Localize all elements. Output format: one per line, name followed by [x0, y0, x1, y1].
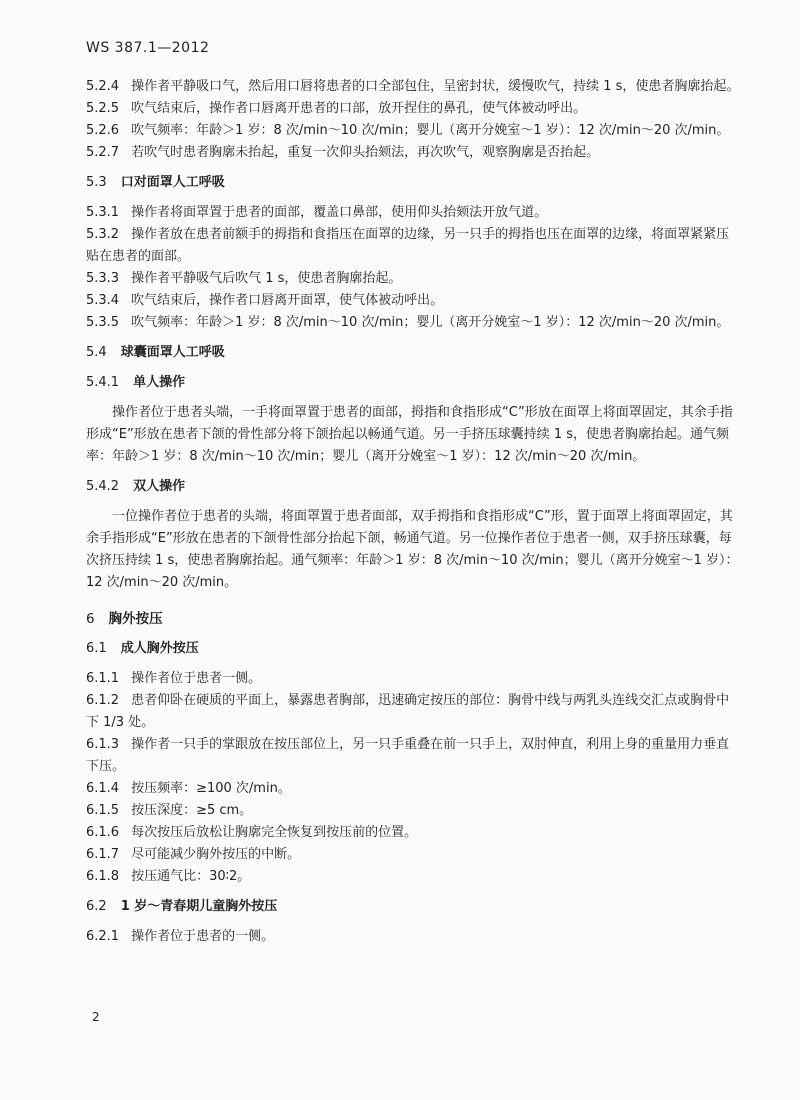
clause-number: 5.2.6 — [86, 123, 120, 138]
clause-number: 6.1.2 — [86, 693, 120, 708]
section-heading — [86, 172, 740, 194]
clause-text: 若吹气时患者胸廓未抬起，重复一次仰头抬颏法，再次吹气，观察胸廓是否抬起。 — [131, 145, 600, 160]
section-heading — [86, 896, 740, 918]
clause-number: 5.3.3 — [86, 271, 120, 286]
section-heading — [86, 476, 740, 498]
heading-text: 单人操作 — [133, 375, 186, 390]
paragraph: 操作者位于患者头端，一手将面罩置于患者的面部，拇指和食指形成“C”形放在面罩上将面罩固定，其余手指形成“E”形放在患者下颌的骨性部分将下颌抬起以畅通气道。另一手挤压球囊持续 1 s，使患者胸廓抬起。通气频率：年龄＞1 岁：8 次/min～10 次/min；婴儿（离开分娩室～1 岁）：12 次/min～20 次/min。 — [86, 405, 733, 464]
heading-text: 球囊面罩人工呼吸 — [120, 345, 225, 360]
heading-text: 胸外按压 — [108, 611, 163, 627]
standard-code: WS 387.1—2012 — [86, 40, 210, 56]
clause-text: 吹气频率：年龄＞1 岁：8 次/min～10 次/min；婴儿（离开分娩室～1 岁）：12 次/min～20 次/min。 — [131, 123, 730, 138]
clause — [86, 120, 740, 142]
clause-number: 6.1.3 — [86, 737, 120, 752]
heading-text: 成人胸外按压 — [120, 641, 199, 656]
clause-text: 按压通气比：30∶2。 — [131, 869, 251, 884]
heading-number: 5.4 — [86, 345, 107, 360]
document-body — [86, 76, 740, 948]
clause-text: 操作者位于患者一侧。 — [131, 671, 262, 686]
heading-number: 6 — [86, 611, 95, 627]
clause-text: 按压深度：≥5 cm。 — [131, 803, 253, 818]
clause-text: 操作者平静吸气后吹气 1 s，使患者胸廓抬起。 — [131, 271, 402, 286]
clause-number: 6.1.5 — [86, 803, 120, 818]
clause-text: 按压频率：≥100 次/min。 — [131, 781, 291, 796]
heading-text: 1 岁～青春期儿童胸外按压 — [120, 899, 278, 914]
clause — [86, 844, 740, 866]
clause-text: 吹气频率：年龄＞1 岁：8 次/min～10 次/min；婴儿（离开分娩室～1 岁）：12 次/min～20 次/min。 — [131, 315, 730, 330]
heading-number: 5.3 — [86, 175, 107, 190]
clause — [86, 822, 740, 844]
clause — [86, 734, 740, 778]
section-heading — [86, 638, 740, 660]
clause-number: 6.2.1 — [86, 929, 120, 944]
clause — [86, 866, 740, 888]
clause — [86, 312, 740, 334]
clause — [86, 800, 740, 822]
clause-number: 5.3.4 — [86, 293, 120, 308]
clause — [86, 224, 740, 268]
clause-text: 患者仰卧在硬质的平面上，暴露患者胸部，迅速确定按压的部位：胸骨中线与两乳头连线交汇点或胸骨中下 1/3 处。 — [86, 693, 730, 730]
clause-number: 6.1.1 — [86, 671, 120, 686]
clause — [86, 926, 740, 948]
section-heading — [86, 372, 740, 394]
heading-number: 6.2 — [86, 899, 107, 914]
clause-number: 5.2.4 — [86, 79, 120, 94]
heading-number: 5.4.1 — [86, 375, 120, 390]
clause — [86, 76, 740, 98]
clause-text: 操作者平静吸口气，然后用口唇将患者的口全部包住，呈密封状，缓慢吹气，持续 1 s，使患者胸廓抬起。 — [131, 79, 740, 94]
clause — [86, 98, 740, 120]
clause — [86, 668, 740, 690]
clause-number: 5.2.5 — [86, 101, 120, 116]
clause-number: 6.1.7 — [86, 847, 120, 862]
clause — [86, 142, 740, 164]
clause-text: 吹气结束后，操作者口唇离开患者的口部，放开捏住的鼻孔，使气体被动呼出。 — [131, 101, 587, 116]
clause-number: 6.1.6 — [86, 825, 120, 840]
clause-number: 5.3.5 — [86, 315, 120, 330]
page-number: 2 — [92, 1010, 100, 1024]
chapter-heading — [86, 608, 740, 630]
clause — [86, 290, 740, 312]
clause-text: 每次按压后放松让胸廓完全恢复到按压前的位置。 — [131, 825, 418, 840]
heading-text: 双人操作 — [133, 479, 186, 494]
clause — [86, 778, 740, 800]
clause-number: 6.1.8 — [86, 869, 120, 884]
clause-number: 5.3.1 — [86, 205, 120, 220]
clause-text: 操作者将面罩置于患者的面部，覆盖口鼻部，使用仰头抬颏法开放气道。 — [131, 205, 548, 220]
paragraph: 一位操作者位于患者的头端，将面罩置于患者面部，双手拇指和食指形成“C”形，置于面罩上将面罩固定，其余手指形成“E”形放在患者的下颌骨性部分抬起下颌，畅通气道。另一位操作者位于患者一侧，双手挤压球囊，每次挤压持续 1 s，使患者胸廓抬起。通气频率：年龄＞1 岁：8 次/min～10 次/min；婴儿（离开分娩室～1 岁）：12 次/min～20 次/min。 — [86, 509, 739, 590]
clause-text: 操作者一只手的掌跟放在按压部位上，另一只手重叠在前一只手上，双肘伸直，利用上身的重量用力垂直下压。 — [86, 737, 730, 774]
heading-number: 6.1 — [86, 641, 107, 656]
clause-text: 尽可能减少胸外按压的中断。 — [131, 847, 301, 862]
clause — [86, 690, 740, 734]
clause — [86, 268, 740, 290]
clause-number: 5.2.7 — [86, 145, 120, 160]
clause-text: 操作者位于患者的一侧。 — [131, 929, 275, 944]
clause — [86, 202, 740, 224]
heading-number: 5.4.2 — [86, 479, 120, 494]
clause-number: 6.1.4 — [86, 781, 120, 796]
clause-number: 5.3.2 — [86, 227, 120, 242]
clause-text: 吹气结束后，操作者口唇离开面罩，使气体被动呼出。 — [131, 293, 444, 308]
clause-text: 操作者放在患者前额手的拇指和食指压在面罩的边缘，另一只手的拇指也压在面罩的边缘，将面罩紧紧压贴在患者的面部。 — [86, 227, 730, 264]
heading-text: 口对面罩人工呼吸 — [120, 175, 225, 190]
section-heading — [86, 342, 740, 364]
